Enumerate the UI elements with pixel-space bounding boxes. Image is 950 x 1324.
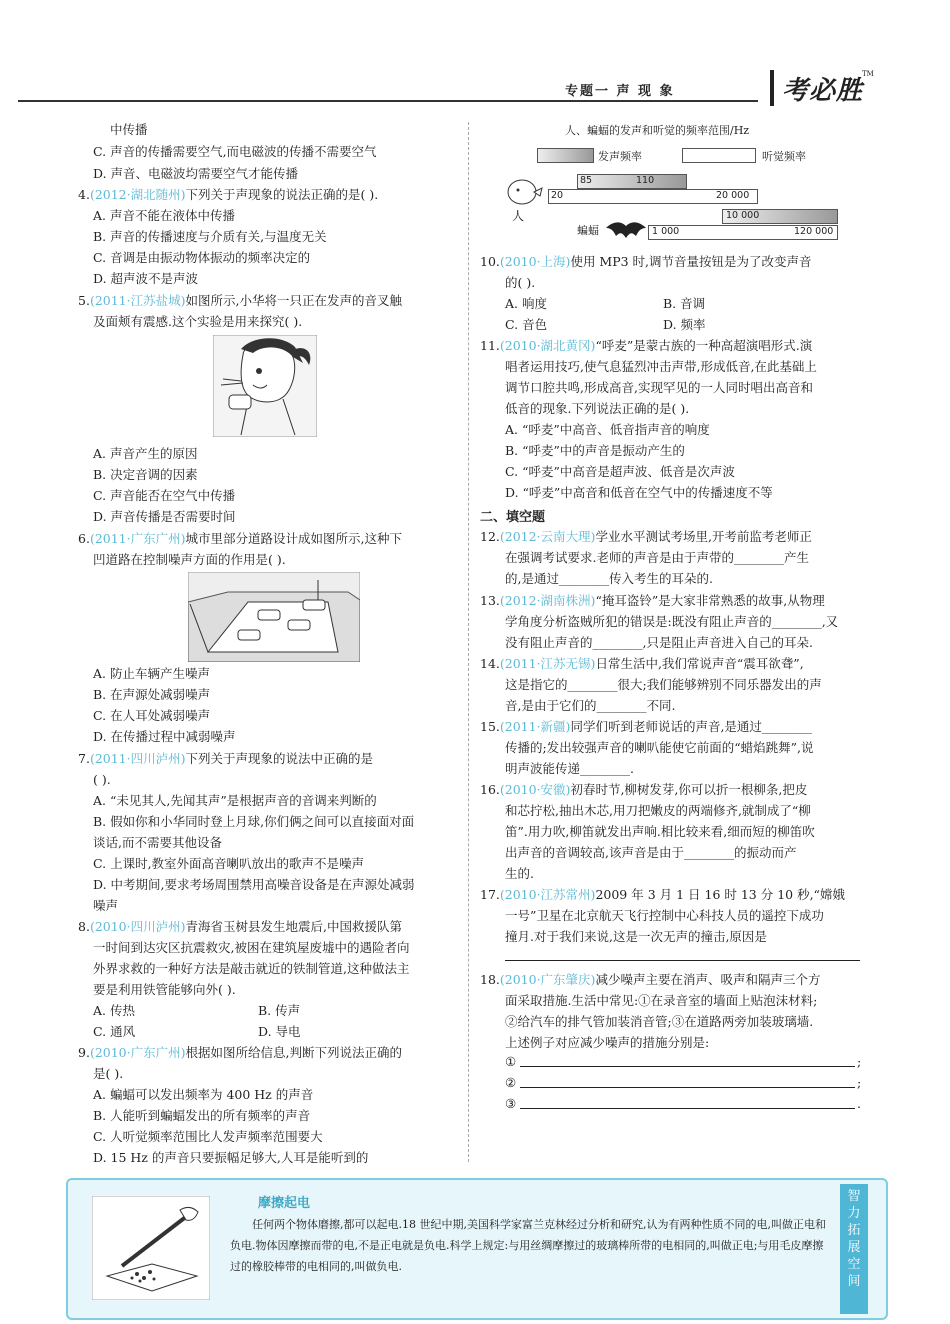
question-stem <box>480 592 825 610</box>
question-line <box>93 228 327 246</box>
question-text: 笛”.用力吹,柳笛就发出声响.相比较来看,细而短的柳笛吹 <box>505 824 815 839</box>
question-text: ( ). <box>93 772 111 787</box>
question-source: (2012·云南大理) <box>499 529 596 544</box>
sunken-road-figure <box>188 572 360 662</box>
answer-2-line[interactable] <box>520 1087 855 1088</box>
question-text: 学角度分析盗贼所犯的错误是:既没有阻止声音的________,又 <box>505 614 839 629</box>
question-text: 调节口腔共鸣,形成高音,实现罕见的一人同时唱出高音和 <box>505 380 813 395</box>
human-hear-max: 20 000 <box>716 190 750 201</box>
question-text: 下列关于声现象的说法中正确的是 <box>185 751 373 766</box>
question-text: 音,是由于它们的________不同. <box>505 698 676 713</box>
question-line <box>93 207 235 225</box>
question-line <box>663 316 706 334</box>
question-text: 一时间到达灾区抗震救灾,被困在建筑屋废墟中的遇险者向 <box>93 940 410 955</box>
question-line <box>505 760 634 778</box>
question-text: C. 声音的传播需要空气,而电磁波的传播不需要空气 <box>93 144 377 159</box>
question-stem <box>480 528 812 546</box>
human-emit-min: 85 <box>580 175 593 186</box>
question-line <box>93 855 364 873</box>
question-text: C. 音调是由振动物体振动的频率决定的 <box>93 250 311 265</box>
question-line <box>505 676 822 694</box>
question-line <box>93 466 198 484</box>
question-stem <box>480 253 812 271</box>
legend-emit-label: 发声频率 <box>598 150 642 163</box>
question-source: (2010·广东广州) <box>89 1045 186 1060</box>
question-line <box>93 771 111 789</box>
question-line <box>505 316 547 334</box>
question-line <box>93 143 377 161</box>
question-line <box>505 484 773 502</box>
question-line <box>505 570 713 588</box>
question-line <box>93 1107 310 1125</box>
question-line <box>505 549 809 567</box>
question-line <box>505 802 811 820</box>
question-stem <box>78 186 378 204</box>
bat-hear-max: 120 000 <box>794 226 834 237</box>
bat-emit-min: 10 000 <box>726 210 760 221</box>
friction-rod-figure <box>92 1196 210 1300</box>
question-line <box>505 358 817 376</box>
question-text: 初春时节,柳树发芽,你可以折一根柳条,把皮 <box>570 782 808 797</box>
bat-hear-min: 1 000 <box>652 226 680 237</box>
question-number: 7. <box>78 751 90 766</box>
question-text: 中传播 <box>110 122 148 137</box>
question-text: B. 人能听到蝙蝠发出的所有频率的声音 <box>93 1108 311 1123</box>
question-text: 这是指它的________很大;我们能够辨别不同乐器发出的声 <box>505 677 822 692</box>
question-source: (2012·湖北随州) <box>89 187 186 202</box>
question-text: C. 在人耳处减弱噪声 <box>93 708 211 723</box>
answer-1-label: ① <box>505 1054 517 1069</box>
answer-1-end: ; <box>857 1054 862 1069</box>
question-stem <box>78 1044 402 1062</box>
question-source: (2011·新疆) <box>499 719 571 734</box>
question-text: C. 人听觉频率范围比人发声频率范围要大 <box>93 1129 323 1144</box>
tab-char: 空 <box>847 1257 861 1272</box>
question-text: 同学们听到老师说话的声音,是通过________ <box>570 719 812 734</box>
question-text: D. 声音、电磁波均需要空气才能传播 <box>93 166 299 181</box>
question-line <box>93 665 210 683</box>
question-source: (2010·江苏常州) <box>499 887 596 902</box>
tab-char: 拓 <box>847 1223 861 1238</box>
question-line <box>505 463 735 481</box>
human-emit-bar <box>577 174 687 189</box>
question-text: C. 上课时,教室外面高音喇叭放出的歌声不是噪声 <box>93 856 365 871</box>
question-line <box>93 981 236 999</box>
human-face-icon <box>504 178 544 208</box>
question-stem <box>78 292 402 310</box>
question-text: D. “呼麦”中高音和低音在空气中的传播速度不等 <box>505 485 773 500</box>
question-number: 15. <box>480 719 500 734</box>
question-line <box>93 508 236 526</box>
human-hear-min: 20 <box>551 190 564 201</box>
question-text: A. 响度 <box>505 296 547 311</box>
question-line <box>93 249 310 267</box>
question-number: 14. <box>480 656 500 671</box>
trademark: TM <box>862 70 874 78</box>
human-label: 人 <box>512 209 525 223</box>
question-text: D. 在传播过程中减弱噪声 <box>93 729 236 744</box>
question-line <box>505 634 813 652</box>
question-text: 撞月.对于我们来说,这是一次无声的撞击,原因是 <box>505 929 767 944</box>
tab-char: 间 <box>847 1274 861 1289</box>
question-text: 明声波能传递________. <box>505 761 634 776</box>
question-line <box>505 274 535 292</box>
question-line <box>93 939 409 957</box>
question-text: D. 导电 <box>258 1024 301 1039</box>
question-text: 2009 年 3 月 1 日 16 时 13 分 10 秒,“嫦娥 <box>595 887 845 902</box>
human-emit-max: 110 <box>636 175 655 186</box>
footer-title: 摩擦起电 <box>258 1196 311 1211</box>
question-text: 如图所示,小华将一只正在发声的音叉触 <box>185 293 402 308</box>
tab-char: 智 <box>847 1189 861 1204</box>
question-source: (2011·江苏无锡) <box>499 656 596 671</box>
question-line <box>505 739 813 757</box>
question-line <box>93 445 197 463</box>
question-number: 6. <box>78 531 90 546</box>
question-stem <box>480 886 845 904</box>
question-line <box>93 728 236 746</box>
answer-3-label: ③ <box>505 1096 517 1111</box>
tab-char: 力 <box>847 1206 861 1221</box>
question-text: B. 在声源处减弱噪声 <box>93 687 211 702</box>
question-line <box>505 400 689 418</box>
question-text: “掩耳盗铃”是大家非常熟悉的故事,从物理 <box>595 593 825 608</box>
question-text: 传播的;发出较强声音的喇叭能使它前面的“蜡焰跳舞”,说 <box>505 740 814 755</box>
answer-3-end: . <box>857 1096 861 1111</box>
question-line <box>93 1149 368 1167</box>
question-text: 及面颊有震感.这个实验是用来探究( ). <box>93 314 303 329</box>
section-fill-blank: 二、填空题 <box>480 510 546 525</box>
chart-title: 人、蝙蝠的发声和听觉的频率范围/Hz <box>565 124 750 137</box>
question-stem <box>480 718 812 736</box>
question-text: 出声音的音调较高,该声音是由于________的振动而产 <box>505 845 797 860</box>
question-number: 12. <box>480 529 500 544</box>
question-source: (2010·四川泸州) <box>89 919 186 934</box>
brand-logo: 考必胜 <box>782 76 864 106</box>
question-stem <box>480 337 812 355</box>
question-text: 的( ). <box>505 275 536 290</box>
question-line <box>93 1128 323 1146</box>
question-number: 9. <box>78 1045 90 1060</box>
question-text: 生的. <box>505 866 534 881</box>
question-text: B. 声音的传播速度与介质有关,与温度无关 <box>93 229 327 244</box>
question-text: 谈话,而不需要其他设备 <box>93 835 222 850</box>
question-text: 下列关于声现象的说法正确的是( ). <box>185 187 379 202</box>
question-text: 青海省玉树县发生地震后,中国救援队第 <box>185 919 402 934</box>
question-source: (2011·广东广州) <box>89 531 186 546</box>
question-text: 日常生活中,我们常说声音“震耳欲聋”, <box>595 656 804 671</box>
question-line <box>93 487 235 505</box>
question-text: 没有阻止声音的________,只是阻止声音进入自己的耳朵. <box>505 635 813 650</box>
question-line <box>505 992 817 1010</box>
question-text: 凹道路在控制噪声方面的作用是( ). <box>93 552 286 567</box>
question-source: (2010·湖北黄冈) <box>499 338 596 353</box>
brand-bar <box>770 70 774 106</box>
question-text: A. 声音产生的原因 <box>93 446 198 461</box>
legend-hear-label: 听觉频率 <box>762 150 806 163</box>
question-text: D. 15 Hz 的声音只要振幅足够大,人耳是能听到的 <box>93 1150 369 1165</box>
question-line <box>505 442 685 460</box>
question-text: D. 频率 <box>663 317 706 332</box>
question-line <box>93 1002 135 1020</box>
question-stem <box>480 971 820 989</box>
question-line <box>93 1023 135 1041</box>
question-stem <box>480 655 804 673</box>
tab-char: 展 <box>847 1240 861 1255</box>
bat-label: 蝙蝠 <box>577 224 599 237</box>
question-number: 5. <box>78 293 90 308</box>
question-text: 使用 MP3 时,调节音量按钮是为了改变声音 <box>570 254 812 269</box>
question-line <box>505 379 813 397</box>
question-line <box>93 960 409 978</box>
question-text: 外界求救的一种好方法是敲击就近的铁制管道,这种做法主 <box>93 961 410 976</box>
question-number: 16. <box>480 782 500 797</box>
question-line <box>93 792 377 810</box>
footer-side-tab <box>840 1184 868 1314</box>
question-text: C. 通风 <box>93 1024 136 1039</box>
question-text: 减少噪声主要在消声、吸声和隔声三个方 <box>595 972 821 987</box>
question-line <box>93 313 302 331</box>
question-text: 低音的现象.下列说法正确的是( ). <box>505 401 690 416</box>
question-line <box>505 295 547 313</box>
question-source: (2010·广东肇庆) <box>499 972 596 987</box>
answer-3-line[interactable] <box>520 1108 855 1109</box>
question-stem <box>78 530 402 548</box>
column-divider <box>468 122 469 1162</box>
footer-text: 任何两个物体磨擦,都可以起电.18 世纪中期,美国科学家富兰克林经过分析和研究,认为有两种性质不同的电,叫做正电和负电.物体因摩擦而带的电,不是正电就是负电.科学上规定:与用丝绸摩擦过的玻璃棒所带的电相同的,叫做正电;与用毛皮摩擦过的橡胶棒带的电相同的,叫做负电. <box>230 1218 826 1273</box>
question-line <box>663 295 705 313</box>
question-number: 4. <box>78 187 90 202</box>
question-source: (2010·安徽) <box>499 782 571 797</box>
q17-answer-line[interactable] <box>505 960 860 961</box>
question-line <box>93 270 198 288</box>
question-text: B. 决定音调的因素 <box>93 467 198 482</box>
question-line <box>505 823 815 841</box>
question-line <box>258 1002 300 1020</box>
question-line <box>93 551 286 569</box>
question-text: D. 超声波不是声波 <box>93 271 199 286</box>
question-text: 上述例子对应减少噪声的措施分别是: <box>505 1035 710 1050</box>
question-line <box>505 844 796 862</box>
answer-1-line[interactable] <box>520 1066 855 1067</box>
question-text: C. “呼麦”中高音是超声波、低音是次声波 <box>505 464 735 479</box>
question-line <box>505 1013 813 1031</box>
question-text: A. 声音不能在液体中传播 <box>93 208 235 223</box>
chapter-title: 专题一 声 现 象 <box>565 84 675 99</box>
question-text: C. 声音能否在空气中传播 <box>93 488 236 503</box>
question-text: 学业水平测试考场里,开考前监考老师正 <box>595 529 812 544</box>
question-text: D. 中考期间,要求考场周围禁用高噪音设备是在声源处减弱 <box>93 877 415 892</box>
question-source: (2012·湖南株洲) <box>499 593 596 608</box>
bat-icon <box>606 218 646 244</box>
question-line <box>505 613 838 631</box>
question-line <box>505 865 534 883</box>
question-text: 在强调考试要求.老师的声音是由于声带的________产生 <box>505 550 809 565</box>
question-text: A. 防止车辆产生噪声 <box>93 666 210 681</box>
answer-2-label: ② <box>505 1075 517 1090</box>
question-stem <box>78 918 402 936</box>
question-line <box>505 421 710 439</box>
question-text: B. 假如你和小华同时登上月球,你们俩之间可以直接面对面 <box>93 814 415 829</box>
question-text: 要是利用铁管能够向外( ). <box>93 982 236 997</box>
header-rule <box>18 100 758 102</box>
question-number: 11. <box>480 338 500 353</box>
question-source: (2011·四川泸州) <box>89 751 186 766</box>
legend-emit-swatch <box>537 148 594 163</box>
question-text: D. 声音传播是否需要时间 <box>93 509 236 524</box>
question-text: C. 音色 <box>505 317 548 332</box>
question-text: 和芯拧松,抽出木芯,用刀把嫩皮的两端修齐,就制成了“柳 <box>505 803 811 818</box>
question-text: 唱者运用技巧,使气息猛烈冲击声带,形成低音,在此基础上 <box>505 359 817 374</box>
question-line <box>505 928 767 946</box>
question-source: (2011·江苏盐城) <box>89 293 186 308</box>
question-text: B. “呼麦”中的声音是振动产生的 <box>505 443 685 458</box>
question-stem <box>78 750 373 768</box>
question-text: 是( ). <box>93 1066 124 1081</box>
question-text: B. 音调 <box>663 296 706 311</box>
question-text: 一号”卫星在北京航天飞行控制中心科技人员的遥控下成功 <box>505 908 824 923</box>
question-text: A. “未见其人,先闻其声”是根据声音的音调来判断的 <box>93 793 377 808</box>
question-line <box>93 897 118 915</box>
question-text: 的,是通过________传入考生的耳朵的. <box>505 571 713 586</box>
question-line <box>505 697 675 715</box>
question-line <box>93 686 210 704</box>
question-text: A. “呼麦”中高音、低音指声音的响度 <box>505 422 710 437</box>
question-number: 8. <box>78 919 90 934</box>
question-number: 13. <box>480 593 500 608</box>
question-line <box>93 834 222 852</box>
question-text: A. 蝙蝠可以发出频率为 400 Hz 的声音 <box>93 1087 314 1102</box>
question-line <box>505 1034 709 1052</box>
question-number: 17. <box>480 887 500 902</box>
question-text: 面采取措施.生活中常见:①在录音室的墙面上贴泡沫材料; <box>505 993 818 1008</box>
question-text: “呼麦”是蒙古族的一种高超演唱形式.演 <box>595 338 813 353</box>
question-number: 18. <box>480 972 500 987</box>
question-text: A. 传热 <box>93 1003 135 1018</box>
tuning-fork-figure <box>213 335 317 437</box>
question-line <box>93 1065 123 1083</box>
question-line <box>93 876 415 894</box>
question-text: 噪声 <box>93 898 119 913</box>
question-text: B. 传声 <box>258 1003 301 1018</box>
question-line <box>93 1086 313 1104</box>
question-source: (2010·上海) <box>499 254 571 269</box>
question-line <box>93 165 298 183</box>
question-number: 10. <box>480 254 500 269</box>
question-stem <box>480 781 807 799</box>
question-text: 城市里部分道路设计成如图所示,这种下 <box>185 531 402 546</box>
legend-hear-swatch <box>682 148 756 163</box>
question-line <box>258 1023 301 1041</box>
question-line <box>505 907 824 925</box>
question-line <box>110 121 148 139</box>
question-text: ②给汽车的排气管加装消音管;③在道路两旁加装玻璃墙. <box>505 1014 814 1029</box>
answer-2-end: ; <box>857 1075 862 1090</box>
question-line <box>93 707 210 725</box>
question-text: 根据如图所给信息,判断下列说法正确的 <box>185 1045 402 1060</box>
question-line <box>93 813 414 831</box>
